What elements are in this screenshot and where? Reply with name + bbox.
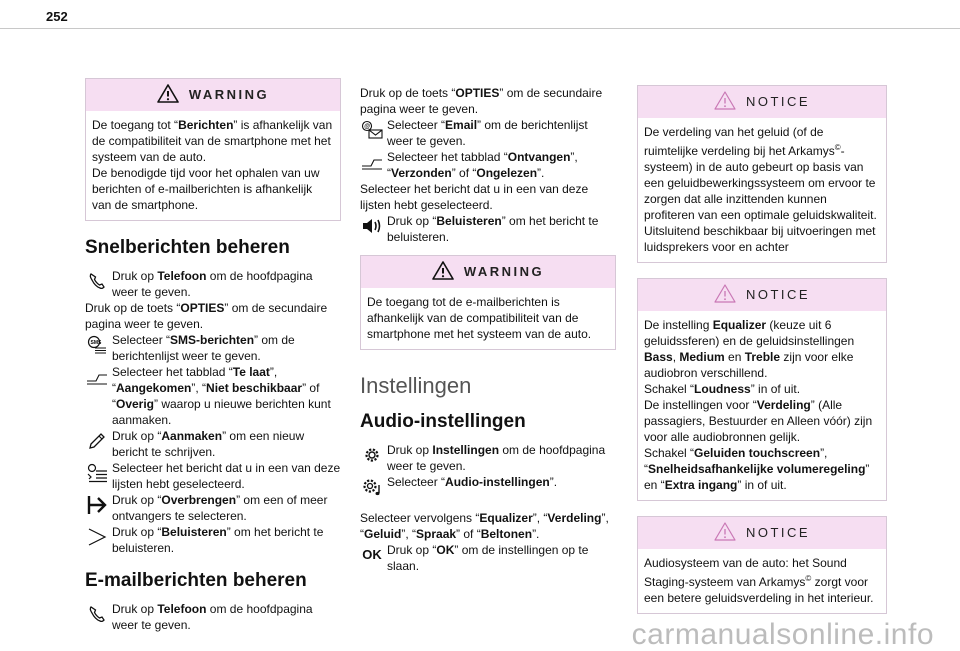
step-text: Selecteer “SMS-berichten” om de berichtenlijst weer te geven. xyxy=(112,333,295,363)
notice-triangle-icon xyxy=(714,522,736,545)
step-item xyxy=(360,117,616,149)
ok-icon: OK xyxy=(362,547,382,562)
step-item xyxy=(85,460,341,492)
header-rule xyxy=(0,28,960,29)
warning-title: WARNING xyxy=(463,264,545,279)
step-text: Selecteer “Email” om de berichtenlijst weer te geven. xyxy=(387,118,588,148)
email-steps xyxy=(85,601,341,633)
step-item xyxy=(360,213,616,245)
sms-steps xyxy=(85,268,341,556)
notice-triangle-icon xyxy=(714,91,736,114)
left-column xyxy=(85,78,341,633)
notice-text: Uitsluitend beschikbaar bij uitvoeringen met luidsprekers voor en achter xyxy=(644,224,876,254)
notice-text: De verdeling van het geluid (of de ruimtelijke verdeling bij het Arkamys©-systeem) in de auto gebeurt op basis van een geluidbewerkingssysteem om ervoor te zorgen dat alle inzittenden kunnen profiteren van een optimale geluidskwaliteit. xyxy=(644,125,877,222)
step-item xyxy=(360,542,616,574)
play-icon xyxy=(85,526,109,548)
notice-text: Audiosysteem van de auto: het Sound Staging-systeem van Arkamys© zorgt voor een betere geluidsverdeling in het interieur. xyxy=(644,556,874,605)
step-item xyxy=(85,524,341,556)
step-item xyxy=(360,442,616,474)
settings-gear-icon xyxy=(360,444,384,466)
step-item xyxy=(85,364,341,428)
svg-text:@: @ xyxy=(364,124,371,130)
step-item xyxy=(360,474,616,498)
warning-box xyxy=(85,78,341,221)
tab-icon xyxy=(360,151,384,173)
step-text: Druk op “Overbrengen” om een of meer ontvangers te selecteren. xyxy=(112,493,328,523)
step-item xyxy=(85,601,341,633)
warning-header xyxy=(86,79,340,111)
notice-title: NOTICE xyxy=(745,525,811,540)
step-text: Druk op Telefoon om de hoofdpagina weer te geven. xyxy=(112,602,313,632)
audio-settings-icon xyxy=(360,476,384,498)
notice-header xyxy=(638,86,886,118)
step-text: Druk op de toets “OPTIES” om de secundaire pagina weer te geven. xyxy=(360,86,603,116)
warning-box xyxy=(360,255,616,350)
middle-column xyxy=(360,85,616,574)
chapter-title: Instellingen xyxy=(360,373,472,398)
phone-icon xyxy=(85,270,109,292)
notice-list xyxy=(637,85,887,614)
step-text: Selecteer het tabblad “Te laat”, “Aangekomen”, “Niet beschikbaar” of “Overig” waarop u nieuwe berichten kunt aanmaken. xyxy=(112,365,331,427)
notice-text: De instelling Equalizer (keuze uit 6 geluidssferen) en de geluidsinstellingen Bass, Medium en Treble zijn voor elke audiobron verschillend. xyxy=(644,318,855,380)
notice-triangle-icon xyxy=(714,284,736,307)
notice-header xyxy=(638,279,886,311)
notice-header xyxy=(638,517,886,549)
notice-box xyxy=(637,278,887,501)
section-heading: Audio-instellingen xyxy=(360,411,526,432)
notice-box xyxy=(637,85,887,263)
email-icon xyxy=(360,119,384,141)
warning-triangle-icon xyxy=(157,84,179,107)
watermark: carmanualsonline.info xyxy=(631,618,934,651)
page-number: 252 xyxy=(46,9,68,24)
section-heading: Snelberichten beheren xyxy=(85,237,290,258)
step-item xyxy=(85,332,341,364)
phone-icon xyxy=(85,603,109,625)
right-column xyxy=(637,85,887,629)
step-text: Druk op “OK” om de instellingen op te slaan. xyxy=(387,543,589,573)
step-item xyxy=(360,149,616,181)
forward-icon xyxy=(85,494,109,516)
notice-title: NOTICE xyxy=(745,94,811,109)
tab-icon xyxy=(85,366,109,388)
step-item xyxy=(85,268,341,300)
warning-text: De toegang tot de e-mailberichten is afhankelijk van de compatibiliteit van de smartphone met het systeem van de auto. xyxy=(367,295,592,341)
step-text: Selecteer “Audio-instellingen”. xyxy=(387,475,558,489)
notice-text: Schakel “Geluiden touchscreen”, “Snelheidsafhankelijke volumeregeling” en “Extra ingang” in of uit. xyxy=(644,446,870,492)
step-text: Selecteer het bericht dat u in een van deze lijsten hebt geselecteerd. xyxy=(112,461,341,491)
step-item xyxy=(85,492,341,524)
warning-triangle-icon xyxy=(432,261,454,284)
notice-box xyxy=(637,516,887,614)
section-heading: E-mailberichten beheren xyxy=(85,570,307,591)
email-steps-continued xyxy=(360,85,616,245)
step-text: Selecteer het tabblad “Ontvangen”, “Verzonden” of “Ongelezen”. xyxy=(387,150,578,180)
svg-text:SMS: SMS xyxy=(90,340,102,346)
step-text: Druk op “Aanmaken” om een nieuw bericht te schrijven. xyxy=(112,429,305,459)
step-text: Druk op Instellingen om de hoofdpagina weer te geven. xyxy=(387,443,606,473)
notice-title: NOTICE xyxy=(745,287,811,302)
step-text: Druk op de toets “OPTIES” om de secundaire pagina weer te geven. xyxy=(85,301,328,331)
warning-text: De benodigde tijd voor het ophalen van uw berichten of e-mailberichten is afhankelijk van de smartphone. xyxy=(92,166,320,212)
select-list-icon xyxy=(85,462,109,484)
step-text: Selecteer het bericht dat u in een van deze lijsten hebt geselecteerd. xyxy=(360,182,589,212)
warning-text: De toegang tot “Berichten” is afhankelijk van de compatibiliteit van de smartphone met het systeem van de auto. xyxy=(92,118,333,164)
sms-icon xyxy=(85,334,109,356)
audio-steps xyxy=(360,442,616,574)
step-item xyxy=(85,428,341,460)
step-text: Selecteer vervolgens “Equalizer”, “Verdeling”, “Geluid”, “Spraak” of “Beltonen”. xyxy=(360,511,609,541)
step-text: Druk op Telefoon om de hoofdpagina weer te geven. xyxy=(112,269,313,299)
warning-header xyxy=(361,256,615,288)
step-text: Druk op “Beluisteren” om het bericht te beluisteren. xyxy=(387,214,599,244)
notice-text: Schakel “Loudness” in of uit. xyxy=(644,382,801,396)
notice-text: De instellingen voor “Verdeling” (Alle passagiers, Bestuurder en Alleen vóór) zijn voor alle audiobronnen gelijk. xyxy=(644,398,873,444)
step-text: Druk op “Beluisteren” om het bericht te beluisteren. xyxy=(112,525,324,555)
pencil-icon xyxy=(85,430,109,452)
warning-title: WARNING xyxy=(188,87,270,102)
speaker-icon xyxy=(360,215,384,237)
